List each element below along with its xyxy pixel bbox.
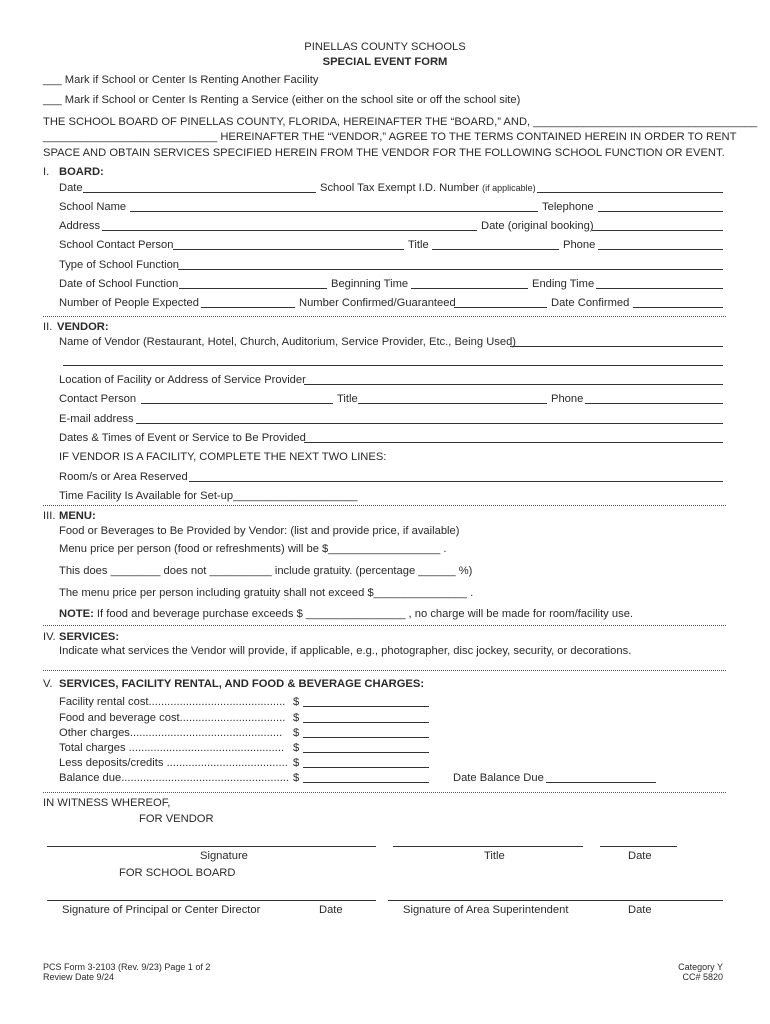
intro-line-3: SPACE AND OBTAIN SERVICES SPECIFIED HEREIN FROM THE VENDOR FOR THE FOLLOWING SCHOOL FUNCTION OR EVENT.	[43, 147, 725, 159]
school-contact-field[interactable]	[173, 249, 404, 250]
telephone-label: Telephone	[542, 201, 594, 213]
currency-symbol: $	[293, 712, 300, 724]
date-of-function-label: Date of School Function	[59, 278, 179, 290]
people-expected-label: Number of People Expected	[59, 297, 199, 309]
vendor-title-label: Title	[337, 393, 358, 405]
form-id: PCS Form 3-2103 (Rev. 9/23) Page 1 of 2	[43, 962, 211, 972]
food-beverages-line: Food or Beverages to Be Provided by Vendor: (list and provide price, if available)	[59, 525, 460, 537]
currency-symbol: $	[293, 757, 300, 769]
food-beverage-amount[interactable]	[303, 722, 429, 723]
vendor-title-line[interactable]	[393, 846, 583, 847]
charge-label: Facility rental cost............................................	[59, 696, 286, 708]
board-phone-field[interactable]	[598, 249, 723, 250]
ending-time-field[interactable]	[596, 288, 723, 289]
charge-label: Food and beverage cost..................................	[59, 712, 286, 724]
date-original-booking-label: Date (original booking)	[481, 220, 594, 232]
vendor-contact-field[interactable]	[141, 403, 333, 404]
rooms-reserved-field[interactable]	[189, 481, 723, 482]
currency-symbol: $	[293, 727, 300, 739]
intro-line-2: ____________________________ HEREINAFTER THE “VENDOR,” AGREE TO THE TERMS CONTAINED HEREIN IN ORDER TO RENT	[43, 131, 737, 143]
title-caption: Title	[484, 850, 505, 862]
principal-signature-line[interactable]	[47, 900, 376, 901]
section-3-number: III.	[43, 510, 56, 522]
for-school-board-label: FOR SCHOOL BOARD	[119, 867, 236, 879]
currency-symbol: $	[293, 772, 300, 784]
vendor-name-label: Name of Vendor (Restaurant, Hotel, Church, Auditorium, Service Provider, Etc., Being Used)	[59, 336, 517, 348]
area-superintendent-signature-line[interactable]	[388, 900, 723, 901]
vendor-phone-field[interactable]	[585, 403, 723, 404]
date-original-booking-field[interactable]	[592, 230, 723, 231]
section-divider	[43, 505, 726, 506]
vendor-title-field[interactable]	[358, 403, 547, 404]
price-incl-gratuity-line[interactable]: The menu price per person including gratuity shall not exceed $_______________ .	[59, 587, 474, 599]
section-divider	[43, 670, 726, 671]
less-deposits-amount[interactable]	[303, 767, 429, 768]
vendor-signature-line[interactable]	[47, 846, 376, 847]
date-of-function-field[interactable]	[179, 288, 327, 289]
type-of-function-field[interactable]	[178, 269, 723, 270]
principal-date-caption: Date	[319, 904, 343, 916]
if-facility-note: IF VENDOR IS A FACILITY, COMPLETE THE NEXT TWO LINES:	[59, 451, 387, 463]
telephone-field[interactable]	[598, 211, 723, 212]
type-of-function-label: Type of School Function	[59, 259, 180, 271]
number-confirmed-field[interactable]	[454, 307, 547, 308]
board-title-label: Title	[408, 239, 429, 251]
org-name: PINELLAS COUNTY SCHOOLS	[304, 41, 466, 53]
vendor-name-field[interactable]	[510, 346, 723, 347]
vendor-dates-times-label: Dates & Times of Event or Service to Be Provided	[59, 432, 306, 444]
tax-id-label: School Tax Exempt I.D. Number (if applicable)	[320, 182, 536, 194]
section-charges-heading: SERVICES, FACILITY RENTAL, AND FOOD & BEVERAGE CHARGES:	[59, 678, 425, 690]
ending-time-label: Ending Time	[532, 278, 595, 290]
beginning-time-field[interactable]	[411, 288, 528, 289]
school-name-label: School Name	[59, 201, 127, 213]
facility-rental-amount[interactable]	[303, 706, 429, 707]
people-expected-field[interactable]	[201, 307, 295, 308]
superintendent-date-caption: Date	[628, 904, 652, 916]
setup-time-label[interactable]: Time Facility Is Available for Set-up____________________	[59, 490, 358, 502]
tax-id-field[interactable]	[537, 192, 723, 193]
board-title-field[interactable]	[432, 249, 559, 250]
vendor-email-label: E-mail address	[59, 413, 134, 425]
other-charges-amount[interactable]	[303, 737, 429, 738]
principal-signature-caption: Signature of Principal or Center Director	[62, 904, 261, 916]
witness-heading: IN WITNESS WHEREOF,	[43, 797, 171, 809]
school-name-field[interactable]	[130, 211, 538, 212]
charge-label: Other charges.................................................	[59, 727, 283, 739]
section-divider	[43, 316, 726, 317]
board-date-field[interactable]	[83, 192, 316, 193]
for-vendor-label: FOR VENDOR	[139, 813, 214, 825]
services-instructions: Indicate what services the Vendor will provide, if applicable, e.g., photographer, disc jockey, security, or decorations.	[59, 645, 632, 657]
gratuity-line[interactable]: This does ________ does not __________ include gratuity. (percentage ______ %)	[59, 565, 473, 577]
address-label: Address	[59, 220, 101, 232]
section-2-number: II.	[43, 321, 53, 333]
intro-line-1: THE SCHOOL BOARD OF PINELLAS COUNTY, FLORIDA, HEREINAFTER THE “BOARD,” AND, ____________________________________	[43, 116, 758, 128]
date-balance-due-field[interactable]	[546, 782, 656, 783]
charge-label: Less deposits/credits .......................................	[59, 757, 288, 769]
school-contact-label: School Contact Person	[59, 239, 174, 251]
date-caption: Date	[628, 850, 652, 862]
rooms-reserved-label: Room/s or Area Reserved	[59, 471, 188, 483]
charge-label: Balance due......................................................	[59, 772, 290, 784]
section-1-number: I.	[43, 166, 50, 178]
currency-symbol: $	[293, 742, 300, 754]
section-divider	[43, 792, 726, 793]
board-phone-label: Phone	[563, 239, 596, 251]
currency-symbol: $	[293, 696, 300, 708]
balance-due-amount[interactable]	[303, 782, 429, 783]
section-vendor-heading: VENDOR:	[57, 321, 109, 333]
vendor-email-field[interactable]	[136, 423, 723, 424]
vendor-location-label: Location of Facility or Address of Service Provider	[59, 374, 306, 386]
menu-note[interactable]: NOTE: If food and beverage purchase exceeds $ ________________ , no charge will be made for room/facility use.	[59, 608, 634, 620]
board-date-label: Date	[59, 182, 83, 194]
category-code: Category Y	[678, 962, 723, 972]
vendor-date-line[interactable]	[600, 846, 677, 847]
vendor-phone-label: Phone	[551, 393, 584, 405]
vendor-name-field-2[interactable]	[63, 365, 723, 366]
date-confirmed-label: Date Confirmed	[551, 297, 630, 309]
form-title: SPECIAL EVENT FORM	[322, 56, 448, 68]
section-board-heading: BOARD:	[59, 166, 104, 178]
vendor-dates-times-field[interactable]	[304, 442, 723, 443]
section-5-number: V.	[43, 678, 53, 690]
vendor-contact-label: Contact Person	[59, 393, 137, 405]
menu-price-line[interactable]: Menu price per person (food or refreshments) will be $__________________ .	[59, 543, 447, 555]
address-field[interactable]	[102, 230, 477, 231]
cc-number: CC# 5820	[682, 972, 723, 982]
mark-renting-service[interactable]: ___ Mark if School or Center Is Renting a Service (either on the school site or off the school site)	[43, 94, 521, 106]
section-menu-heading: MENU:	[59, 510, 96, 522]
section-4-number: IV.	[43, 631, 56, 643]
total-charges-amount[interactable]	[303, 752, 429, 753]
date-balance-due-label: Date Balance Due	[453, 772, 544, 784]
vendor-location-field[interactable]	[304, 384, 723, 385]
charge-label: Total charges ..................................................	[59, 742, 285, 754]
signature-caption: Signature	[200, 850, 248, 862]
section-services-heading: SERVICES:	[59, 631, 120, 643]
mark-renting-facility[interactable]: ___ Mark if School or Center Is Renting Another Facility	[43, 74, 319, 86]
area-superintendent-caption: Signature of Area Superintendent	[403, 904, 569, 916]
section-divider	[43, 625, 726, 626]
beginning-time-label: Beginning Time	[331, 278, 409, 290]
date-confirmed-field[interactable]	[633, 307, 723, 308]
review-date: Review Date 9/24	[43, 972, 115, 982]
number-confirmed-label: Number Confirmed/Guaranteed	[299, 297, 456, 309]
